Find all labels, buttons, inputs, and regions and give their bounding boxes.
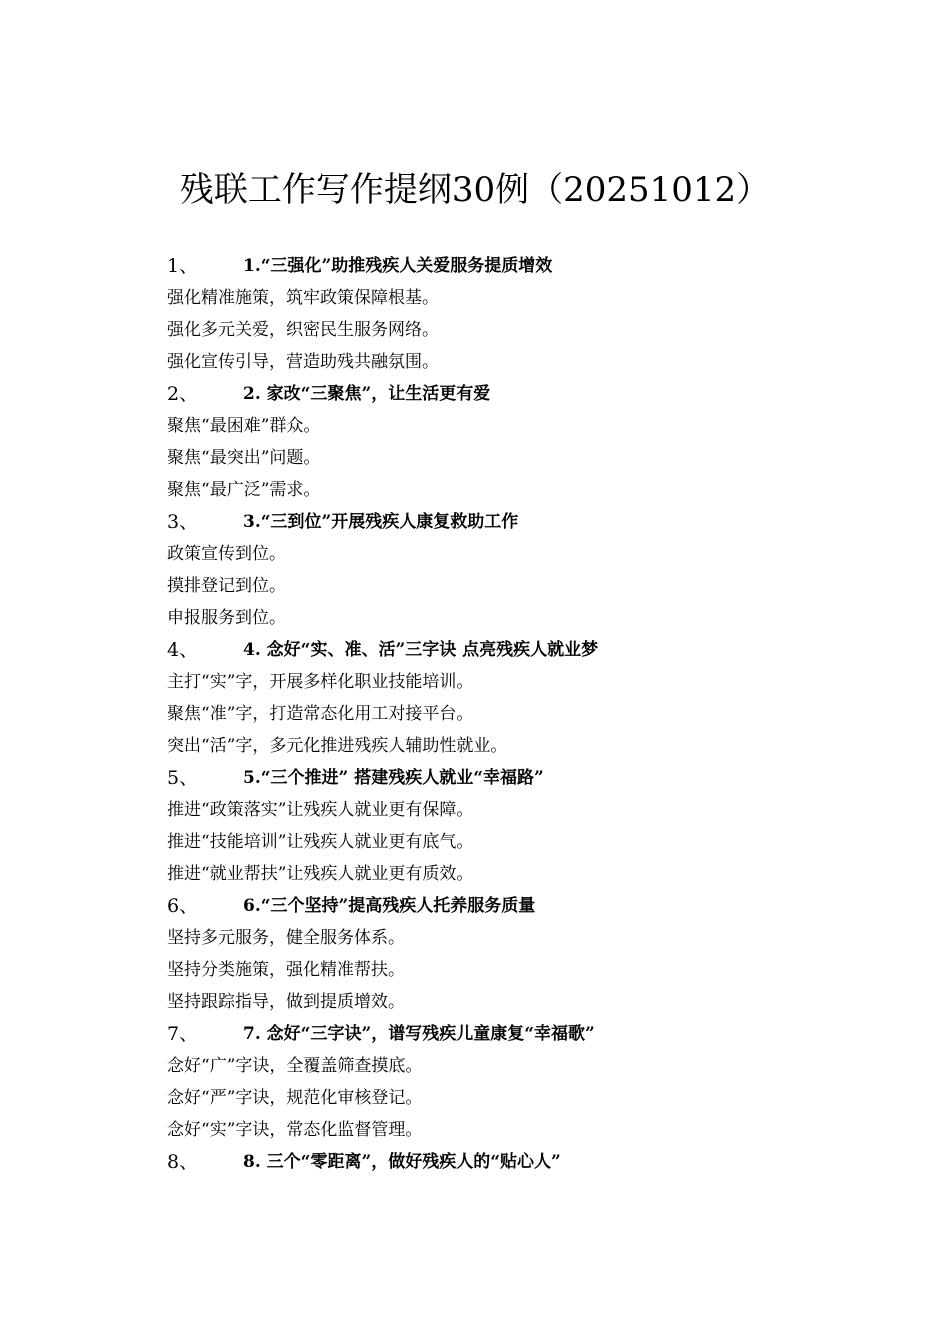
outline-item-heading-row — [167, 506, 867, 538]
item-heading: 6.“三个坚持”提高残疾人托养服务质量 — [243, 896, 536, 916]
item-point: 念好“严”字诀，规范化审核登记。 — [167, 1088, 423, 1108]
item-point: 聚焦“最广泛”需求。 — [167, 480, 321, 500]
item-point: 聚焦“最困难”群众。 — [167, 416, 321, 436]
item-point: 坚持分类施策，强化精准帮扶。 — [167, 960, 405, 980]
outline-item-heading-row — [167, 1018, 867, 1050]
item-point: 政策宣传到位。 — [167, 544, 286, 564]
item-heading: 4. 念好“实、准、活”三字诀 点亮残疾人就业梦 — [243, 640, 599, 660]
item-point: 推进“政策落实”让残疾人就业更有保障。 — [167, 800, 474, 820]
item-point: 推进“就业帮扶”让残疾人就业更有质效。 — [167, 864, 474, 884]
item-number: 6、 — [167, 895, 199, 917]
item-point: 聚焦“最突出”问题。 — [167, 448, 321, 468]
item-point: 突出“活”字，多元化推进残疾人辅助性就业。 — [167, 736, 508, 756]
outline-item-heading-row — [167, 634, 867, 666]
item-point: 申报服务到位。 — [167, 608, 286, 628]
item-point: 主打“实”字，开展多样化职业技能培训。 — [167, 672, 474, 692]
item-heading: 5.“三个推进” 搭建残疾人就业“幸福路” — [243, 768, 544, 788]
item-heading: 1.“三强化”助推残疾人关爱服务提质增效 — [243, 256, 553, 276]
item-number: 2、 — [167, 383, 199, 405]
item-number: 7、 — [167, 1023, 199, 1045]
item-number: 1、 — [167, 255, 199, 277]
item-heading: 2. 家改“三聚焦”，让生活更有爱 — [243, 384, 491, 404]
item-number: 8、 — [167, 1151, 199, 1173]
outline-item-heading-row — [167, 250, 867, 282]
item-number: 5、 — [167, 767, 199, 789]
item-point: 强化多元关爱，织密民生服务网络。 — [167, 320, 439, 340]
item-point: 念好“实”字诀，常态化监督管理。 — [167, 1120, 423, 1140]
item-point: 推进“技能培训”让残疾人就业更有底气。 — [167, 832, 474, 852]
item-point: 聚焦“准”字，打造常态化用工对接平台。 — [167, 704, 474, 724]
item-heading: 8. 三个“零距离”，做好残疾人的“贴心人” — [243, 1152, 561, 1172]
item-point: 坚持跟踪指导，做到提质增效。 — [167, 992, 405, 1012]
outline-list — [167, 250, 867, 1178]
item-point: 摸排登记到位。 — [167, 576, 286, 596]
item-point: 强化宣传引导，营造助残共融氛围。 — [167, 352, 439, 372]
item-heading: 7. 念好“三字诀”，谱写残疾儿童康复“幸福歌” — [243, 1024, 595, 1044]
outline-item-heading-row — [167, 762, 867, 794]
item-point: 坚持多元服务，健全服务体系。 — [167, 928, 405, 948]
outline-item-heading-row — [167, 378, 867, 410]
item-number: 4、 — [167, 639, 199, 661]
item-point: 强化精准施策，筑牢政策保障根基。 — [167, 288, 439, 308]
item-number: 3、 — [167, 511, 199, 533]
outline-item-heading-row — [167, 1146, 867, 1178]
outline-item-heading-row — [167, 890, 867, 922]
item-point: 念好“广”字诀，全覆盖筛查摸底。 — [167, 1056, 423, 1076]
item-heading: 3.“三到位”开展残疾人康复救助工作 — [243, 512, 519, 532]
document-title: 残联工作写作提纲30例（20251012） — [179, 170, 771, 210]
